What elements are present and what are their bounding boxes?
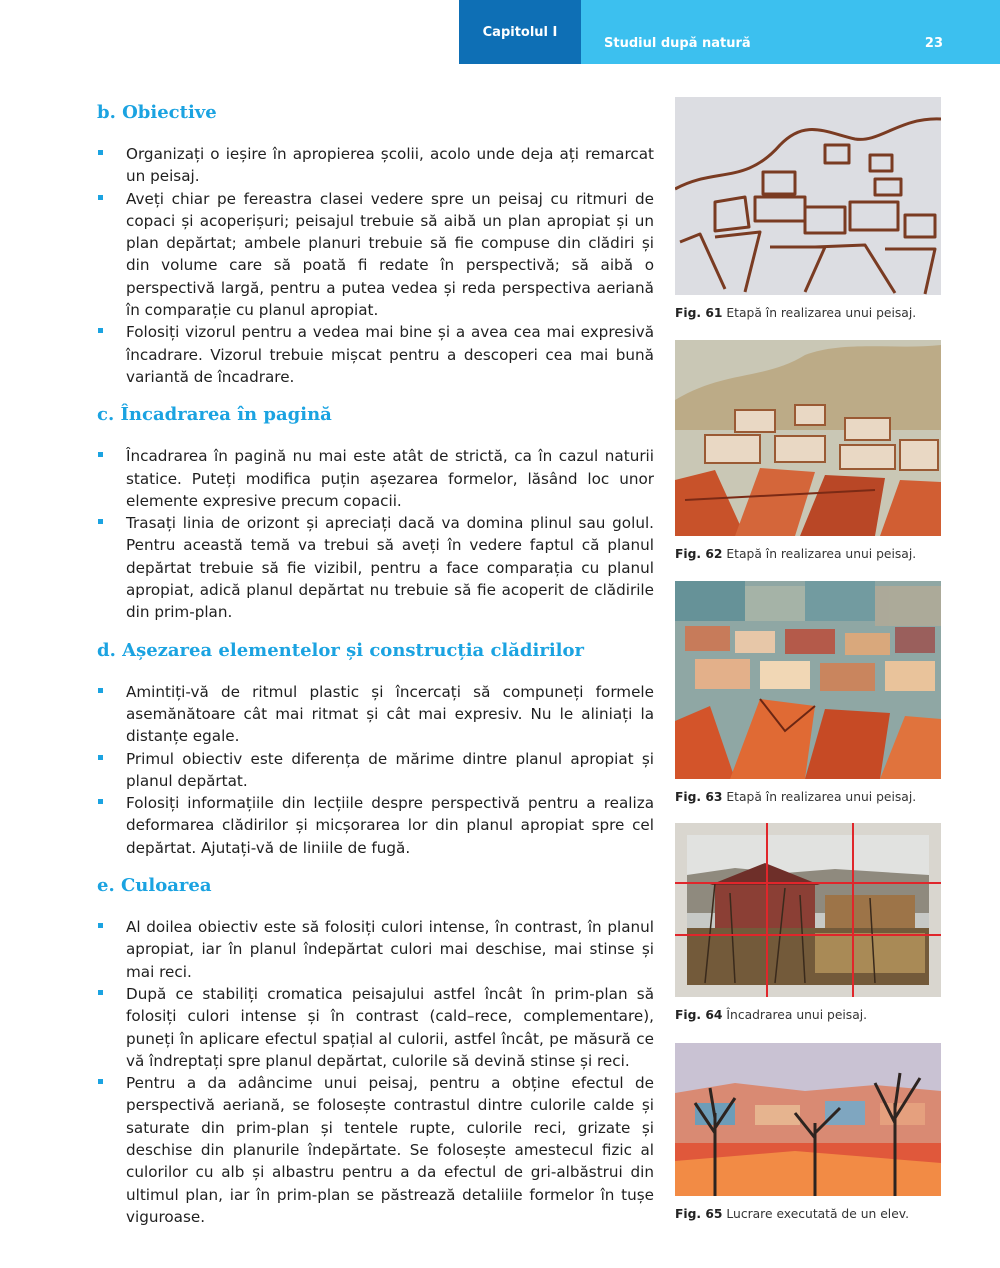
bullet-icon bbox=[98, 452, 103, 457]
list-item: Primul obiectiv este diferența de mărime dintre planul apropiat și planul depărtat. bbox=[97, 748, 654, 793]
figure-63 bbox=[675, 581, 942, 804]
bullet-icon bbox=[98, 150, 103, 155]
bullet-icon bbox=[98, 799, 103, 804]
bullet-list bbox=[97, 143, 654, 388]
section-framing bbox=[97, 402, 654, 623]
figure-caption: Fig. 62 Etapă în realizarea unui peisaj. bbox=[675, 547, 917, 561]
section-elements bbox=[97, 638, 654, 859]
bullet-icon bbox=[98, 519, 103, 524]
figure-65 bbox=[675, 1043, 942, 1221]
figure-caption: Fig. 63 Etapă în realizarea unui peisaj. bbox=[675, 790, 917, 804]
sketch-image bbox=[675, 97, 941, 295]
bullet-icon bbox=[98, 1079, 103, 1084]
bullet-list bbox=[97, 445, 654, 623]
section-objectives bbox=[97, 100, 654, 388]
painting-image bbox=[675, 1043, 941, 1196]
page-number: 23 bbox=[924, 36, 943, 51]
list-item: Trasați linia de orizont și apreciați dacă va domina plinul sau golul. Pentru această temă va trebui să aveți în vedere faptul că planul depărtat trebuie să fie vizibil, pentru a face comparația cu planul apropiat, adică planul depărtat nu trebuie să fie acoperit de clădirile din prim-plan. bbox=[97, 512, 654, 623]
chapter-label: Capitolul I bbox=[482, 24, 558, 40]
list-item: După ce stabiliți cromatica peisajului astfel încât în prim-plan să folosiți culori intense și în contrast (cald–rece, complementare), puneți în aplicare efectul spațial al culorii, astfel încât, pe măsură ce vă îndreptați spre planul depărtat, culorile să devină stinse și reci. bbox=[97, 983, 654, 1072]
figure-62 bbox=[675, 340, 942, 561]
bullet-icon bbox=[98, 328, 103, 333]
bullet-icon bbox=[98, 923, 103, 928]
section-heading: c. Încadrarea în pagină bbox=[97, 404, 332, 426]
list-item: Încadrarea în pagină nu mai este atât de strictă, ca în cazul naturii statice. Puteți modifica puțin așezarea formelor, lăsând loc unor elemente expresive precum copacii. bbox=[97, 445, 654, 512]
bullet-icon bbox=[98, 755, 103, 760]
bullet-icon bbox=[98, 688, 103, 693]
section-heading: b. Obiective bbox=[97, 102, 217, 123]
figure-caption: Fig. 65 Lucrare executată de un elev. bbox=[675, 1207, 909, 1221]
bullet-icon bbox=[98, 195, 103, 200]
header-band bbox=[581, 0, 1000, 64]
figure-caption: Fig. 61 Etapă în realizarea unui peisaj. bbox=[675, 306, 917, 320]
bullet-list bbox=[97, 916, 654, 1228]
bullet-list bbox=[97, 681, 654, 859]
section-heading: d. Așezarea elementelor și construcția clădirilor bbox=[97, 639, 584, 661]
photo-image bbox=[675, 823, 941, 997]
section-heading: e. Culoarea bbox=[97, 875, 212, 897]
figure-64 bbox=[675, 823, 942, 1022]
list-item: Pentru a da adâncime unui peisaj, pentru a obține efectul de perspectivă aeriană, se folosește contrastul dintre culorile calde și saturate din prim-plan și tentele rupte, culorile reci, grizate și deschise din planurile îndepărtate. Se folosește amestecul fizic al culorilor cu alb și albastru pentru a da efectul de gri-albăstrui din ultimul plan, iar în prim-plan se păstrează detaliile formelor în tușe viguroase. bbox=[97, 1072, 654, 1228]
list-item: Folosiți vizorul pentru a vedea mai bine și a avea cea mai expresivă încadrare. Vizorul trebuie mișcat pentru a descoperi cea mai bună variantă de încadrare. bbox=[97, 321, 654, 388]
figure-61 bbox=[675, 97, 942, 320]
list-item: Al doilea obiectiv este să folosiți culori intense, în contrast, în planul apropiat, iar în planul îndepărtat culori mai deschise, mai stinse și mai reci. bbox=[97, 916, 654, 983]
painting-image bbox=[675, 581, 941, 779]
chapter-tab bbox=[459, 0, 581, 64]
painting-image bbox=[675, 340, 941, 536]
section-color bbox=[97, 873, 654, 1228]
main-text-column bbox=[97, 100, 654, 1242]
list-item: Folosiți informațiile din lecțiile despre perspectivă pentru a realiza deformarea clădirilor și micșorarea lor din planul apropiat spre cel depărtat. Ajutați-vă de liniile de fugă. bbox=[97, 792, 654, 859]
figure-caption: Fig. 64 Încadrarea unui peisaj. bbox=[675, 1008, 868, 1022]
list-item: Aveți chiar pe fereastra clasei vedere spre un peisaj cu ritmuri de copaci și acoperișuri; peisajul trebuie să aibă un plan apropiat și un plan depărtat; ambele planuri trebuie să fie compuse din clădiri și din volume care să poată fi redate în perspectivă; să aibă o perspectivă largă, pentru a putea vedea și reda perspectiva aeriană în comparație cu planul apropiat. bbox=[97, 188, 654, 322]
list-item: Organizați o ieșire în apropierea școlii, acolo unde deja ați remarcat un peisaj. bbox=[97, 143, 654, 188]
header-title: Studiul după natură bbox=[604, 36, 751, 51]
bullet-icon bbox=[98, 990, 103, 995]
list-item: Amintiți-vă de ritmul plastic și încercați să compuneți formele asemănătoare cât mai ritmat și cât mai expresiv. Nu le aliniați la distanțe egale. bbox=[97, 681, 654, 748]
